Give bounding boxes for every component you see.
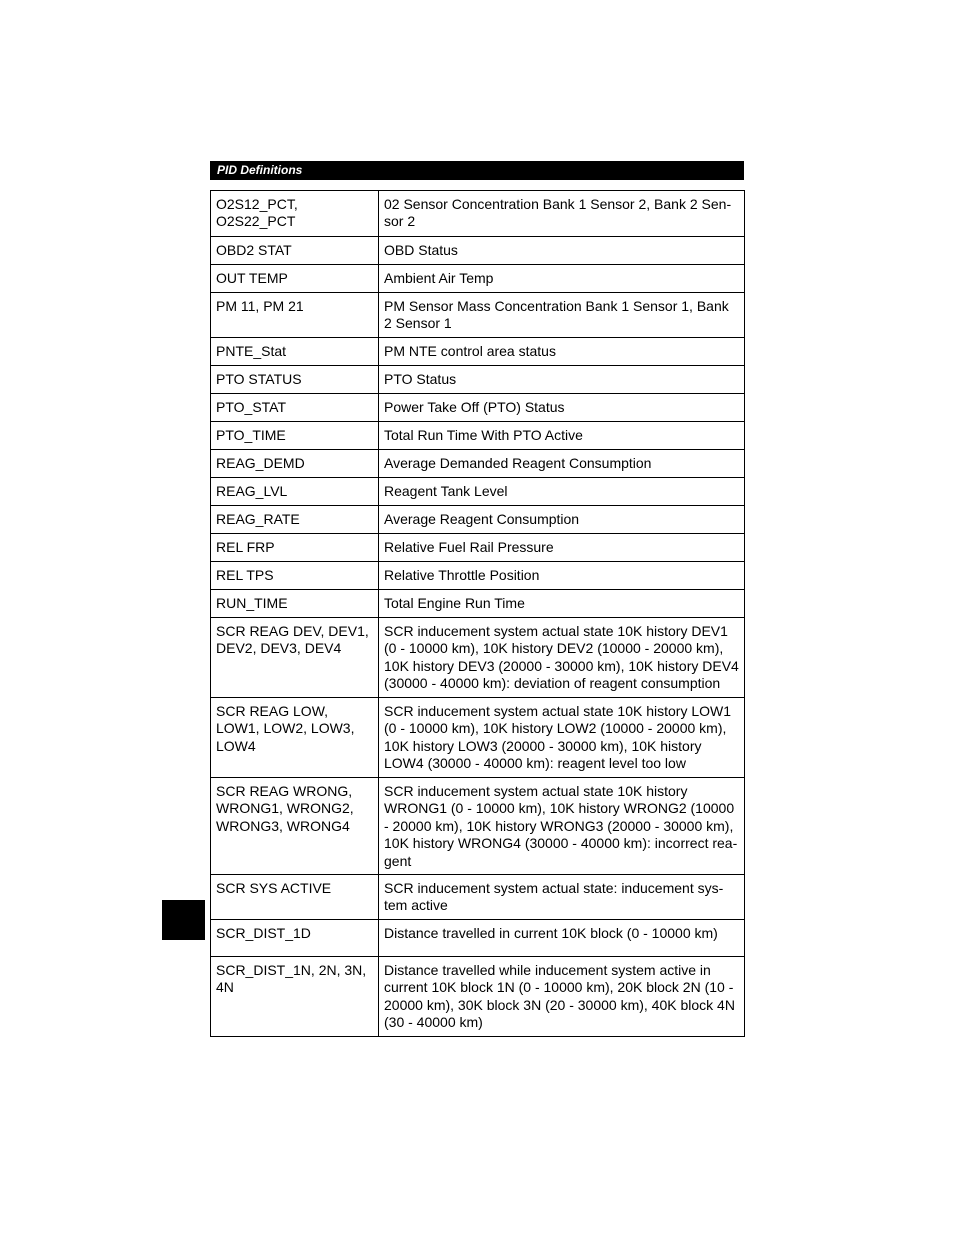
pid-name-cell: PTO STATUS	[211, 366, 379, 394]
pid-description-cell: OBD Status	[379, 237, 745, 265]
table-row	[211, 237, 745, 265]
pid-description-cell: Ambient Air Temp	[379, 265, 745, 293]
table-row	[211, 534, 745, 562]
pid-name-cell: SCR REAG LOW, LOW1, LOW2, LOW3, LOW4	[211, 698, 379, 778]
pid-description-cell: Total Run Time With PTO Active	[379, 422, 745, 450]
pid-description-cell: SCR inducement system actual state 10K history DEV1 (0 - 10000 km), 10K history DEV2 (10000 - 20000 km), 10K history DEV3 (20000 - 30000 km), 10K history DEV4 (30000 - 40000 km): deviation of reagent consumption	[379, 618, 745, 698]
pid-name-cell: SCR REAG DEV, DEV1, DEV2, DEV3, DEV4	[211, 618, 379, 698]
pid-definitions-table	[210, 190, 745, 1037]
pid-description-cell: Total Engine Run Time	[379, 590, 745, 618]
pid-name-cell: REL TPS	[211, 562, 379, 590]
table-row	[211, 422, 745, 450]
pid-description-cell: SCR inducement system actual state: inducement sys- tem active	[379, 875, 745, 920]
table-row	[211, 698, 745, 778]
table-row	[211, 920, 745, 957]
pid-description-cell: Distance travelled while inducement system active in current 10K block 1N (0 - 10000 km), 20K block 2N (10 - 20000 km), 30K block 3N (20 - 30000 km), 40K block 4N (30 - 40000 km)	[379, 957, 745, 1037]
pid-description-cell: Reagent Tank Level	[379, 478, 745, 506]
pid-description-cell: Average Demanded Reagent Consumption	[379, 450, 745, 478]
pid-name-cell: REL FRP	[211, 534, 379, 562]
pid-name-cell: PTO_STAT	[211, 394, 379, 422]
section-header-bar	[210, 161, 744, 180]
table-row	[211, 450, 745, 478]
pid-name-cell: SCR_DIST_1D	[211, 920, 379, 957]
pid-description-cell: SCR inducement system actual state 10K history WRONG1 (0 - 10000 km), 10K history WRONG2 (10000 - 20000 km), 10K history WRONG3 (20000 - 30000 km), 10K history WRONG4 (30000 - 40000 km): incorrect rea- gent	[379, 778, 745, 875]
pid-name-cell: O2S12_PCT, O2S22_PCT	[211, 191, 379, 237]
pid-name-cell: PTO_TIME	[211, 422, 379, 450]
table-row	[211, 366, 745, 394]
table-row	[211, 338, 745, 366]
pid-description-cell: PTO Status	[379, 366, 745, 394]
table-row	[211, 191, 745, 237]
table-row	[211, 778, 745, 875]
pid-name-cell: OUT TEMP	[211, 265, 379, 293]
pid-name-cell: SCR REAG WRONG, WRONG1, WRONG2, WRONG3, WRONG4	[211, 778, 379, 875]
section-header-title: PID Definitions	[217, 163, 303, 177]
pid-table-body	[211, 191, 745, 1037]
table-row	[211, 618, 745, 698]
pid-description-cell: Relative Throttle Position	[379, 562, 745, 590]
pid-name-cell: REAG_RATE	[211, 506, 379, 534]
pid-name-cell: PNTE_Stat	[211, 338, 379, 366]
table-row	[211, 394, 745, 422]
pid-description-cell: PM Sensor Mass Concentration Bank 1 Sensor 1, Bank 2 Sensor 1	[379, 293, 745, 338]
pid-name-cell: RUN_TIME	[211, 590, 379, 618]
pid-description-cell: 02 Sensor Concentration Bank 1 Sensor 2, Bank 2 Sen- sor 2	[379, 191, 745, 237]
pid-description-cell: Average Reagent Consumption	[379, 506, 745, 534]
table-row	[211, 506, 745, 534]
pid-name-cell: SCR SYS ACTIVE	[211, 875, 379, 920]
table-row	[211, 478, 745, 506]
pid-description-cell: Distance travelled in current 10K block (0 - 10000 km)	[379, 920, 745, 957]
table-row	[211, 562, 745, 590]
pid-name-cell: PM 11, PM 21	[211, 293, 379, 338]
pid-name-cell: REAG_LVL	[211, 478, 379, 506]
table-row	[211, 265, 745, 293]
pid-name-cell: REAG_DEMD	[211, 450, 379, 478]
table-row	[211, 957, 745, 1037]
pid-name-cell: OBD2 STAT	[211, 237, 379, 265]
pid-description-cell: Power Take Off (PTO) Status	[379, 394, 745, 422]
chapter-tab-marker	[162, 900, 205, 940]
pid-description-cell: SCR inducement system actual state 10K history LOW1 (0 - 10000 km), 10K history LOW2 (10000 - 20000 km), 10K history LOW3 (20000 - 30000 km), 10K history LOW4 (30000 - 40000 km): reagent level too low	[379, 698, 745, 778]
pid-description-cell: Relative Fuel Rail Pressure	[379, 534, 745, 562]
pid-name-cell: SCR_DIST_1N, 2N, 3N, 4N	[211, 957, 379, 1037]
pid-description-cell: PM NTE control area status	[379, 338, 745, 366]
table-row	[211, 875, 745, 920]
table-row	[211, 590, 745, 618]
table-row	[211, 293, 745, 338]
